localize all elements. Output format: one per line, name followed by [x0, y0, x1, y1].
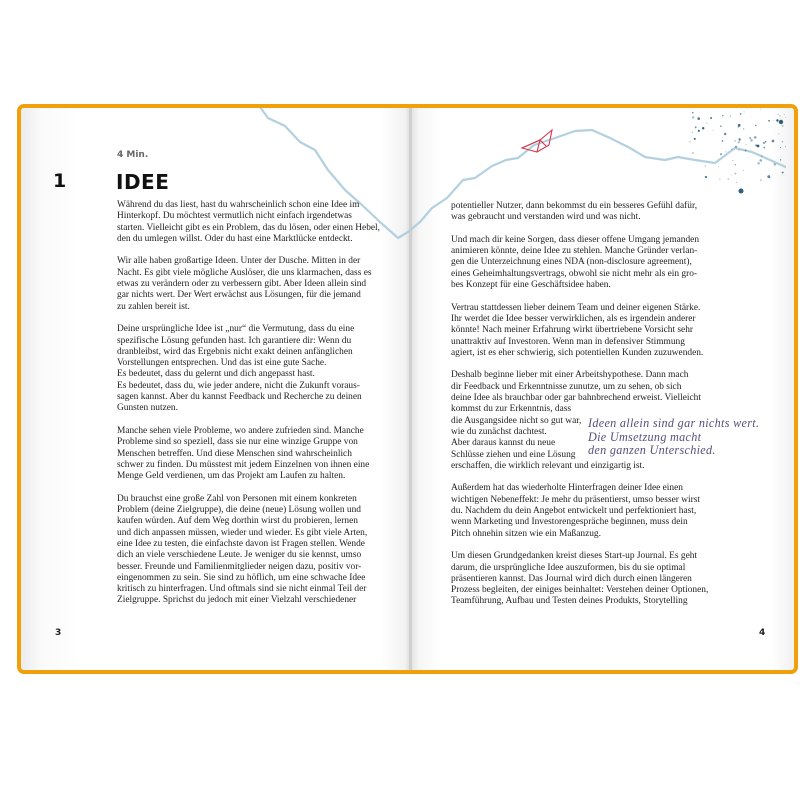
splatter-dot: [763, 142, 765, 144]
splatter-dot: [735, 173, 737, 175]
text-line: Prozess begleiten, der einiges beinhaltet: Verstehen deiner Optionen,: [451, 585, 709, 596]
pull-quote-line: den ganzen Unterschied.: [588, 443, 716, 458]
text-line: Wir alle haben großartige Ideen. Unter der Dusche. Mitten in der: [117, 256, 361, 267]
paragraph: [117, 494, 380, 607]
splatter-dot: [763, 147, 765, 149]
splatter-dot: [782, 172, 784, 174]
splatter-dot: [735, 146, 737, 148]
splatter-dot: [731, 175, 732, 176]
splatter-dot: [736, 182, 737, 183]
splatter-dot: [750, 139, 753, 142]
paragraph-gap: [451, 224, 708, 235]
text-line: Vertrau stattdessen lieber deinem Team und deiner eigenen Stärke.: [451, 302, 701, 313]
text-line: zu zahlen bereit ist.: [117, 301, 190, 312]
splatter-dot: [695, 126, 697, 128]
splatter-dot: [779, 120, 783, 124]
splatter-dot: [745, 150, 746, 151]
splatter-dot: [760, 109, 761, 110]
splatter-dot: [768, 120, 770, 122]
paragraph-gap: [451, 359, 708, 370]
splatter-dot: [738, 138, 740, 140]
text-line: könnte! Nach meiner Erfahrung wirkt übertriebene Vorsicht sehr: [451, 325, 694, 336]
text-line: präsentieren kannst. Das Journal wird dich durch einen längeren: [451, 573, 692, 584]
splatter-dot: [727, 178, 729, 180]
splatter-dot: [694, 138, 696, 140]
text-line: wenn Marketing und Investorengespräche beginnen, muss dein: [451, 517, 688, 528]
splatter-dot: [720, 153, 722, 155]
text-line: spezifische Lösung gefunden hast. Ich garantiere dir: Wenn du: [117, 335, 352, 346]
text-line: kritisch zu hinterfragen. Und oftmals sind sie nicht einmal Teil der: [117, 584, 367, 595]
left-body-text: [117, 200, 380, 607]
splatter-dot: [692, 112, 694, 114]
splatter-dot: [698, 130, 700, 132]
text-line: Manche sehen viele Probleme, wo andere zufrieden sind. Manche: [117, 425, 364, 436]
text-line: gar nichts wert. Der Wert erwächst aus Lösungen, für die jemand: [117, 290, 361, 301]
text-line: Aber daraus kannst du neue: [451, 438, 556, 449]
splatter-dot: [757, 162, 760, 165]
splatter-dot: [778, 133, 779, 134]
pull-quote-line: Die Umsetzung macht: [588, 429, 702, 444]
splatter-dot: [720, 125, 722, 127]
page-number-right: 4: [759, 628, 766, 638]
text-line: du. Nachdem du dein Angebot entwickelt und perfektioniert hast,: [451, 506, 697, 517]
splatter-dot: [776, 119, 778, 121]
splatter-dot: [705, 165, 706, 166]
splatter-dot: [738, 149, 739, 150]
splatter-dot: [774, 163, 777, 166]
paragraph-gap: [117, 313, 380, 324]
text-line: dir Feedback und Erkenntnisse zunutze, um zu sehen, ob sich: [451, 381, 682, 392]
splatter-dot: [695, 129, 696, 130]
text-line: Um diesen Grundgedanken kreist dieses Start-up Journal. Es geht: [451, 551, 698, 562]
splatter-dot: [780, 159, 782, 161]
splatter-dot: [780, 147, 781, 148]
splatter-dot: [735, 140, 736, 141]
text-line: agiert, ist es eher schwierig, sich potentiellen Kunden zuzuwenden.: [451, 347, 704, 358]
splatter-dot: [786, 116, 789, 119]
splatter-dot: [722, 115, 723, 116]
text-line: was gebraucht und verstanden wird und was nicht.: [451, 212, 641, 223]
splatter-dot: [784, 114, 785, 115]
text-line: potentieller Nutzer, dann bekommst du ein besseres Gefühl dafür,: [451, 201, 698, 211]
paragraph: [117, 426, 380, 482]
text-line: Pitch ohnehin sitzen wie ein Maßanzug.: [451, 528, 601, 539]
chapter-title: IDEE: [116, 170, 170, 194]
splatter-dot: [743, 170, 744, 171]
splatter-dot: [765, 141, 766, 142]
splatter-dot: [692, 132, 693, 133]
splatter-dot: [710, 117, 712, 119]
text-line: dranbleibst, wird das Ergebnis nicht exakt deinen anfänglichen: [117, 346, 353, 357]
paragraph: [117, 324, 380, 414]
text-line: Während du das liest, hast du wahrscheinlich schon eine Idee im: [117, 200, 360, 210]
text-line: erschaffen, die wirklich relevant und einzigartig ist.: [451, 460, 645, 471]
text-line: wie du zunächst dachtest.: [451, 426, 547, 437]
splatter-dot: [730, 115, 732, 117]
text-line: eingenommen zu sein. Sie sind zu höflich, um eine schwache Idee: [117, 572, 366, 583]
splatter-dot: [754, 136, 756, 138]
text-line: Schlüsse ziehen und eine Lösung: [451, 449, 576, 460]
paragraph-gap: [451, 291, 708, 302]
splatter-dot: [786, 174, 788, 176]
text-line: Ihr werdet die Idee besser verwirklichen, als es irgendein anderer: [451, 313, 696, 324]
paragraph-gap: [451, 472, 708, 483]
text-line: Es bedeutet, dass du, wie jeder andere, nicht die Zukunft voraus-: [117, 380, 360, 391]
text-line: Es bedeutet, dass du gelernt und dich angepasst hast.: [117, 369, 315, 380]
text-line: Nacht. Es gibt viele mögliche Auslöser, die uns klarmachen, dass es: [117, 267, 372, 278]
splatter-dot: [706, 122, 707, 123]
ink-splatter-dots: [689, 109, 789, 194]
splatter-dot: [732, 160, 733, 161]
splatter-dot: [705, 176, 707, 178]
text-line: starten. Vielleicht gibt es ein Problem, das du lösen, oder einen Hebel,: [117, 222, 380, 233]
text-line: Zielgruppe. Sprichst du jedoch mit einer Vielzahl verschiedener: [117, 595, 357, 606]
splatter-dot: [718, 166, 719, 167]
splatter-dot: [772, 140, 775, 143]
splatter-dot: [719, 179, 720, 180]
text-line: Menge Geld verdienen, um das Projekt am Laufen zu halten.: [117, 471, 346, 482]
page-number-left: 3: [55, 628, 62, 638]
splatter-dot: [785, 146, 786, 147]
splatter-dot: [759, 159, 762, 162]
splatter-dot: [749, 137, 750, 138]
splatter-dot: [692, 152, 693, 153]
splatter-dot: [734, 174, 735, 175]
text-line: Problem (deine Zielgruppe), die deine (neue) Lösung wollen und: [117, 505, 361, 516]
splatter-dot: [692, 116, 694, 118]
text-line: gen die Unterzeichnung eines NDA (non-disclosure agreement),: [451, 257, 692, 268]
splatter-dot: [722, 140, 724, 142]
splatter-dot: [744, 111, 745, 112]
text-line: Deine ursprüngliche Idee ist „nur“ die Vermutung, dass du eine: [117, 324, 355, 335]
text-line: Außerdem hat das wiederholte Hinterfragen deiner Idee einen: [451, 483, 683, 494]
paragraph-gap: [451, 540, 708, 551]
text-line: die Ausgangsidee nicht so gut war,: [451, 415, 582, 426]
text-line: eine Idee zu testen, die einfachste davon ist Fragen stellen. Wende: [117, 538, 365, 549]
text-line: sagen kannst. Aber du kannst Feedback und Recherche zu deinen: [117, 392, 362, 403]
text-line: etwas zu verändern oder zu verbessern gibt. Aber Ideen allein sind: [117, 279, 367, 290]
splatter-dot: [743, 128, 744, 129]
splatter-dot: [782, 125, 784, 127]
text-line: eines Geheimhaltungsvertrags, obwohl sie nicht mehr als ein gro-: [451, 268, 698, 279]
splatter-dot: [779, 115, 780, 116]
text-line: deine Idee als brauchbar oder gar bahnbrechend erweist. Vielleicht: [451, 393, 701, 404]
splatter-dot: [697, 117, 700, 120]
splatter-dot: [738, 141, 740, 143]
splatter-dot: [782, 141, 784, 143]
splatter-dot: [773, 120, 774, 121]
paragraph: [451, 303, 708, 359]
splatter-dot: [746, 144, 747, 145]
splatter-dot: [702, 127, 704, 129]
splatter-dot: [755, 125, 756, 126]
text-line: Du brauchst eine große Zahl von Personen mit einem konkreten: [117, 493, 357, 504]
text-line: Probleme sind so speziell, dass sie nur eine winzige Gruppe von: [117, 437, 358, 448]
splatter-dot: [760, 179, 761, 180]
text-line: Gunsten nutzen.: [117, 403, 178, 414]
splatter-dot: [724, 133, 726, 135]
paragraph: [451, 483, 708, 539]
paragraph: [117, 256, 380, 312]
text-line: Deshalb beginne lieber mit einer Arbeitshypothese. Dann mach: [451, 370, 689, 381]
text-line: kommst du zur Erkenntnis, dass: [451, 404, 572, 415]
splatter-dot: [738, 124, 741, 127]
text-line: unattraktiv auf Investoren. Wenn man in defensiver Stimmung: [451, 336, 685, 347]
splatter-dot: [757, 145, 760, 148]
text-line: wichtigen Nebeneffekt: Je mehr du präsentierst, umso besser wirst: [451, 494, 700, 505]
paragraph: [117, 200, 380, 245]
splatter-dot: [689, 141, 690, 142]
text-line: besser. Freunde und Familienmitglieder neigen dazu, positiv vor-: [117, 561, 362, 572]
splatter-dot: [713, 130, 714, 131]
right-body-text: [451, 201, 708, 608]
text-line: und dich anpassen müssen, wieder und wieder. Es gibt viele Arten,: [117, 527, 368, 538]
splatter-dot: [739, 189, 744, 194]
splatter-dot: [788, 141, 790, 143]
splatter-dot: [726, 152, 727, 153]
splatter-dot: [735, 164, 736, 165]
text-line: schwer zu finden. Du müsstest mit jedem Einzelnen von ihnen eine: [117, 459, 370, 470]
splatter-dot: [748, 157, 749, 158]
paragraph: [451, 551, 708, 607]
paragraph-gap: [117, 482, 380, 493]
reading-time: 4 Min.: [117, 150, 149, 160]
text-line: Vorstellungen entsprechen. Und das ist eine gute Sache.: [117, 358, 327, 369]
text-line: Hinterkopf. Du möchtest vermutlich nicht einfach irgendetwas: [117, 211, 352, 222]
splatter-dot: [739, 141, 740, 142]
text-line: den du umlegen willst. Oder du hast eine Marktlücke entdeckt.: [117, 233, 353, 244]
text-line: Und mach dir keine Sorgen, dass dieser offene Umgang jemanden: [451, 234, 700, 245]
text-line: bes Konzept für eine Geschäftsidee haben.: [451, 280, 611, 291]
paragraph-gap: [117, 415, 380, 426]
text-line: dich an viele verschiedene Leute. Je weniger du sie kennst, umso: [117, 550, 362, 561]
text-line: kaufen würden. Auf dem Weg dorthin wirst du probieren, lernen: [117, 516, 358, 527]
text-line: Menschen betreffen. Und diese Menschen sind wahrscheinlich: [117, 448, 352, 459]
splatter-dot: [769, 177, 770, 178]
text-line: darum, die ursprüngliche Idee auszuformen, bis du sie optimal: [451, 562, 686, 573]
splatter-dot: [731, 149, 732, 150]
chapter-number: 1: [53, 170, 67, 192]
paragraph: [451, 235, 708, 291]
splatter-dot: [740, 113, 742, 115]
splatter-dot: [761, 155, 762, 156]
text-line: Teamführung, Aufbau und Testen deines Produkts, Storytelling: [451, 596, 688, 607]
paragraph: [451, 201, 708, 224]
pull-quote-line: Ideen allein sind gar nichts wert.: [588, 416, 760, 430]
paragraph-gap: [117, 245, 380, 256]
text-line: animieren könnte, deine Idee zu stehlen. Manche Gründer verlan-: [451, 246, 698, 257]
pull-quote: [588, 417, 759, 458]
splatter-dot: [778, 114, 779, 115]
